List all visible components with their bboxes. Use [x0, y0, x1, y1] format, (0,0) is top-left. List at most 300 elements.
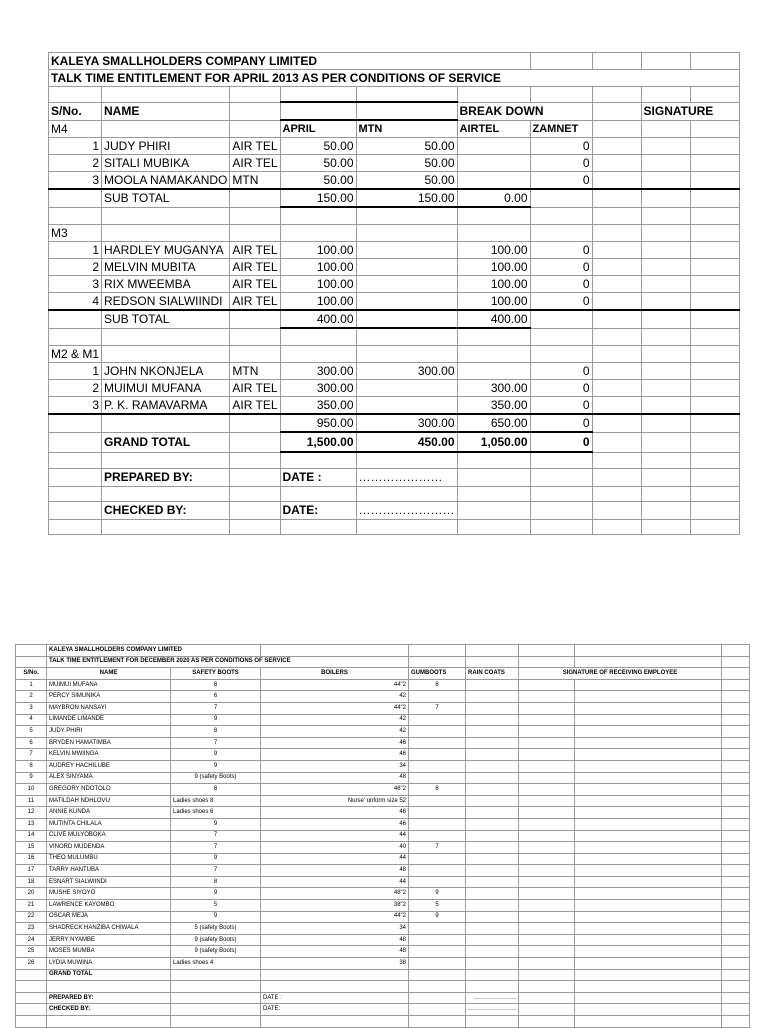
mtn-amount: [356, 276, 457, 293]
empty-cell: [722, 679, 750, 691]
employee-row: [16, 691, 750, 703]
empty-cell: [641, 363, 690, 380]
empty-cell: [592, 468, 641, 486]
empty-cell: [519, 992, 575, 1004]
row-number: 2: [49, 155, 102, 172]
mtn-amount: [356, 397, 457, 415]
empty-cell: [690, 120, 739, 138]
empty-cell: [466, 737, 519, 749]
gumboots-size: [409, 714, 466, 726]
boiler-size: 46: [261, 807, 409, 819]
employee-row: [16, 679, 750, 691]
gumboots-size: 8: [409, 784, 466, 796]
empty-cell: [690, 328, 739, 346]
empty-cell: [519, 1016, 575, 1028]
empty-cell: [356, 225, 457, 242]
empty-cell: [280, 225, 356, 242]
airtel-amount: [457, 155, 530, 172]
empty-cell: [519, 679, 575, 691]
empty-cell: [690, 207, 739, 225]
empty-cell: [466, 645, 519, 657]
boiler-size: 44: [261, 853, 409, 865]
airtel-amount: [457, 138, 530, 155]
empty-cell: [690, 501, 739, 519]
empty-cell: [690, 519, 739, 534]
april-header: APRIL: [280, 120, 356, 138]
empty-cell: [261, 981, 409, 993]
empty-cell: [230, 519, 280, 534]
empty-cell: [280, 346, 356, 363]
prepared-row: [49, 468, 740, 486]
employee-name: JUDY PHIRI: [102, 138, 230, 155]
spacer-row: [49, 207, 740, 225]
raincoats-header: RAIN COATS: [466, 668, 519, 680]
empty-cell: [230, 120, 280, 138]
zamnet-amount: 0: [530, 242, 592, 259]
empty-cell: [575, 830, 722, 842]
empty-cell: [49, 207, 102, 225]
empty-cell: [722, 760, 750, 772]
empty-cell: [575, 923, 722, 935]
employee-row: [16, 737, 750, 749]
empty-cell: [102, 486, 230, 501]
empty-cell: [49, 414, 102, 432]
empty-cell: [457, 468, 530, 486]
empty-cell: [519, 784, 575, 796]
empty-cell: [466, 842, 519, 854]
empty-cell: [102, 120, 230, 138]
empty-cell: [519, 726, 575, 738]
boiler-size: 42: [261, 714, 409, 726]
name-header: NAME: [102, 102, 230, 120]
boots-header: SAFETY BOOTS: [171, 668, 261, 680]
employee-row: [16, 749, 750, 761]
gumboots-size: [409, 691, 466, 703]
employee-name: OSCAR MEJA: [47, 911, 171, 923]
subtotal-april: 150.00: [280, 189, 356, 207]
gumboots-size: [409, 772, 466, 784]
row-number: 20: [16, 888, 47, 900]
spacer-row: [16, 1016, 750, 1028]
employee-row: [16, 923, 750, 935]
gumboots-size: [409, 830, 466, 842]
date-placeholder: ……………………: [356, 501, 457, 519]
empty-cell: [16, 1004, 47, 1016]
subtotal-zamnet: 0: [530, 414, 592, 432]
zamnet-amount: 0: [530, 293, 592, 311]
empty-cell: [409, 981, 466, 993]
april-amount: 350.00: [280, 397, 356, 415]
employee-name: LYDIA MUWINA: [47, 958, 171, 970]
group-label: M4: [49, 120, 102, 138]
empty-cell: [280, 207, 356, 225]
empty-cell: [592, 276, 641, 293]
subtotal-airtel: 650.00: [457, 414, 530, 432]
empty-cell: [722, 668, 750, 680]
boiler-size: 38"2: [261, 900, 409, 912]
empty-cell: [690, 363, 739, 380]
empty-cell: [466, 702, 519, 714]
empty-cell: [49, 452, 102, 468]
employee-name: PERCY SIMUNIKA: [47, 691, 171, 703]
boiler-size: 42: [261, 726, 409, 738]
row-number: 22: [16, 911, 47, 923]
empty-cell: [457, 328, 530, 346]
empty-cell: [16, 969, 47, 981]
employee-row: [49, 155, 740, 172]
airtel-amount: 100.00: [457, 259, 530, 276]
checked-row: [49, 501, 740, 519]
company-name: KALEYA SMALLHOLDERS COMPANY LIMITED: [49, 53, 531, 70]
company-row: [16, 645, 750, 657]
empty-cell: [690, 432, 739, 452]
empty-cell: [722, 911, 750, 923]
empty-cell: [592, 432, 641, 452]
name-header: NAME: [47, 668, 171, 680]
zamnet-amount: 0: [530, 259, 592, 276]
safety-boots-size: 9: [171, 853, 261, 865]
employee-name: MUSHE SIYOYO: [47, 888, 171, 900]
april-talk-time-sheet: [48, 52, 740, 535]
sno-header: S/No.: [16, 668, 47, 680]
empty-cell: [457, 519, 530, 534]
empty-cell: [409, 992, 466, 1004]
row-number: 6: [16, 737, 47, 749]
empty-cell: [690, 414, 739, 432]
empty-cell: [690, 397, 739, 415]
empty-cell: [575, 784, 722, 796]
date-label: DATE :: [261, 992, 409, 1004]
empty-cell: [519, 656, 575, 668]
employee-name: MUIMUI MUFANA: [102, 380, 230, 397]
safety-boots-size: Ladies shoes 6: [171, 807, 261, 819]
empty-cell: [641, 155, 690, 172]
empty-cell: [641, 486, 690, 501]
empty-cell: [49, 519, 102, 534]
subtotal-april: 950.00: [280, 414, 356, 432]
prepared-by-label: PREPARED BY:: [102, 468, 230, 486]
employee-name: MOSES MUMBA: [47, 946, 171, 958]
boiler-size: 44"2: [261, 702, 409, 714]
gumboots-size: [409, 818, 466, 830]
subtotal-label: [102, 414, 230, 432]
april-amount: 300.00: [280, 363, 356, 380]
empty-cell: [641, 53, 690, 70]
empty-cell: [722, 923, 750, 935]
spacer-row: [49, 452, 740, 468]
gumboots-size: 9: [409, 911, 466, 923]
empty-cell: [519, 737, 575, 749]
employee-row: [49, 397, 740, 415]
airtel-amount: 100.00: [457, 242, 530, 259]
empty-cell: [641, 293, 690, 311]
mtn-amount: 50.00: [356, 155, 457, 172]
empty-cell: [722, 691, 750, 703]
empty-cell: [641, 328, 690, 346]
empty-cell: [466, 818, 519, 830]
empty-cell: [722, 807, 750, 819]
row-number: 25: [16, 946, 47, 958]
boiler-size: 42: [261, 691, 409, 703]
airtel-amount: 350.00: [457, 397, 530, 415]
empty-cell: [722, 737, 750, 749]
safety-boots-size: 7: [171, 865, 261, 877]
april-amount: 50.00: [280, 155, 356, 172]
empty-cell: [230, 87, 280, 103]
empty-cell: [409, 656, 466, 668]
gumboots-size: [409, 726, 466, 738]
empty-cell: [575, 714, 722, 726]
subtotal-mtn: 300.00: [356, 414, 457, 432]
row-number: 3: [49, 172, 102, 190]
employee-row: [16, 842, 750, 854]
empty-cell: [722, 842, 750, 854]
empty-cell: [575, 760, 722, 772]
april-amount: 100.00: [280, 293, 356, 311]
gumboots-size: 5: [409, 900, 466, 912]
boiler-size: 44: [261, 876, 409, 888]
gumboots-size: [409, 958, 466, 970]
date-label: DATE:: [261, 1004, 409, 1016]
boiler-size: 44: [261, 830, 409, 842]
empty-cell: [690, 172, 739, 190]
employee-name: MUIMUI MUFANA: [47, 679, 171, 691]
empty-cell: [722, 969, 750, 981]
airtel-amount: 100.00: [457, 276, 530, 293]
empty-cell: [722, 865, 750, 877]
empty-cell: [466, 934, 519, 946]
empty-cell: [690, 242, 739, 259]
empty-cell: [592, 207, 641, 225]
empty-cell: [171, 1016, 261, 1028]
empty-cell: [575, 992, 722, 1004]
empty-cell: [16, 656, 47, 668]
empty-cell: [575, 807, 722, 819]
empty-cell: [690, 468, 739, 486]
empty-cell: [530, 501, 592, 519]
empty-cell: [16, 1016, 47, 1028]
employee-name: LIMANDE LIMANDE: [47, 714, 171, 726]
empty-cell: [575, 888, 722, 900]
empty-cell: [457, 225, 530, 242]
prepared-by-label: PREPARED BY:: [47, 992, 171, 1004]
employee-row: [16, 714, 750, 726]
empty-cell: [592, 519, 641, 534]
empty-cell: [592, 189, 641, 207]
boiler-size: 38: [261, 958, 409, 970]
empty-cell: [457, 207, 530, 225]
empty-cell: [690, 87, 739, 103]
empty-cell: [722, 784, 750, 796]
spacer-row: [49, 328, 740, 346]
gumboots-size: 8: [409, 679, 466, 691]
empty-cell: [722, 900, 750, 912]
empty-cell: [230, 432, 280, 452]
empty-cell: [722, 853, 750, 865]
company-row: [49, 53, 740, 70]
empty-cell: [466, 911, 519, 923]
empty-cell: [261, 969, 409, 981]
grand-total-april: 1,500.00: [280, 432, 356, 452]
employee-name: P. K. RAMAVARMA: [102, 397, 230, 415]
gumboots-size: [409, 749, 466, 761]
empty-cell: [519, 842, 575, 854]
employee-row: [16, 900, 750, 912]
safety-boots-size: 8: [171, 876, 261, 888]
empty-cell: [261, 645, 409, 657]
empty-cell: [466, 958, 519, 970]
empty-cell: [690, 225, 739, 242]
mtn-amount: [356, 293, 457, 311]
empty-cell: [592, 102, 641, 120]
title-row: [16, 656, 750, 668]
empty-cell: [690, 189, 739, 207]
network: AIR TEL: [230, 259, 280, 276]
grand-total-airtel: 1,050.00: [457, 432, 530, 452]
empty-cell: [722, 702, 750, 714]
zamnet-amount: 0: [530, 155, 592, 172]
gumboots-size: 9: [409, 888, 466, 900]
empty-cell: [641, 519, 690, 534]
row-number: 16: [16, 853, 47, 865]
empty-cell: [690, 346, 739, 363]
subtotal-zamnet: [530, 310, 592, 328]
date-placeholder: ……………………: [466, 1004, 519, 1016]
empty-cell: [519, 714, 575, 726]
safety-boots-size: 9 (safety Boots): [171, 772, 261, 784]
empty-cell: [575, 772, 722, 784]
prepared-row: [16, 992, 750, 1004]
subtotal-airtel: 0.00: [457, 189, 530, 207]
empty-cell: [575, 645, 722, 657]
row-number: 5: [16, 726, 47, 738]
sheet-title: TALK TIME ENTITLEMENT FOR DECEMBER 2020 AS PER CONDITIONS OF SERVICE: [47, 656, 409, 668]
empty-cell: [102, 87, 230, 103]
empty-cell: [102, 346, 230, 363]
gumboots-size: [409, 876, 466, 888]
grand-total-mtn: 450.00: [356, 432, 457, 452]
empty-cell: [466, 784, 519, 796]
empty-cell: [230, 310, 280, 328]
date-label: DATE :: [280, 468, 356, 486]
employee-name: ANNIE KUNDA: [47, 807, 171, 819]
row-number: 1: [16, 679, 47, 691]
empty-cell: [519, 969, 575, 981]
empty-cell: [575, 749, 722, 761]
employee-row: [49, 172, 740, 190]
row-number: 2: [49, 380, 102, 397]
empty-cell: [575, 911, 722, 923]
subtotal-row: [49, 310, 740, 328]
empty-cell: [280, 102, 356, 120]
empty-cell: [530, 87, 592, 103]
empty-cell: [592, 486, 641, 501]
empty-cell: [722, 749, 750, 761]
empty-cell: [530, 207, 592, 225]
breakdown-header: BREAK DOWN: [457, 102, 592, 120]
airtel-header: AIRTEL: [457, 120, 530, 138]
employee-name: TARRY HANTUBA: [47, 865, 171, 877]
row-number: 12: [16, 807, 47, 819]
zamnet-amount: 0: [530, 397, 592, 415]
boiler-size: 46: [261, 737, 409, 749]
empty-cell: [641, 468, 690, 486]
group-label-row: [49, 225, 740, 242]
boiler-size: 46: [261, 749, 409, 761]
empty-cell: [519, 946, 575, 958]
employee-row: [16, 702, 750, 714]
empty-cell: [466, 900, 519, 912]
subtotal-row: [49, 414, 740, 432]
row-number: 3: [49, 397, 102, 415]
row-number: 26: [16, 958, 47, 970]
december-ppe-sheet: [15, 644, 750, 1028]
signature-header: SIGNATURE: [641, 102, 739, 120]
empty-cell: [592, 452, 641, 468]
empty-cell: [466, 876, 519, 888]
signature-header: SIGNATURE OF RECEIVING EMPLOYEE: [519, 668, 722, 680]
empty-cell: [722, 981, 750, 993]
safety-boots-size: 8: [171, 784, 261, 796]
employee-row: [49, 380, 740, 397]
empty-cell: [575, 726, 722, 738]
empty-cell: [575, 691, 722, 703]
employee-name: SITALI MUBIKA: [102, 155, 230, 172]
empty-cell: [690, 452, 739, 468]
empty-cell: [466, 865, 519, 877]
row-number: 1: [49, 138, 102, 155]
safety-boots-size: 9: [171, 888, 261, 900]
airtel-amount: [457, 172, 530, 190]
empty-cell: [592, 363, 641, 380]
empty-cell: [641, 189, 690, 207]
row-number: 3: [16, 702, 47, 714]
employee-name: ALEX SINYAMA: [47, 772, 171, 784]
employee-name: MUTINTA CHILALA: [47, 818, 171, 830]
empty-cell: [230, 414, 280, 432]
zamnet-amount: 0: [530, 172, 592, 190]
empty-cell: [230, 102, 280, 120]
empty-cell: [575, 1004, 722, 1016]
empty-cell: [519, 772, 575, 784]
empty-cell: [575, 865, 722, 877]
empty-cell: [356, 452, 457, 468]
subtotal-mtn: 150.00: [356, 189, 457, 207]
empty-cell: [171, 1004, 261, 1016]
employee-name: RIX MWEEMBA: [102, 276, 230, 293]
zamnet-amount: 0: [530, 380, 592, 397]
empty-cell: [690, 293, 739, 311]
empty-cell: [690, 486, 739, 501]
safety-boots-size: 5: [171, 900, 261, 912]
empty-cell: [171, 969, 261, 981]
empty-cell: [280, 452, 356, 468]
safety-boots-size: 9: [171, 714, 261, 726]
empty-cell: [230, 189, 280, 207]
airtel-amount: 100.00: [457, 293, 530, 311]
empty-cell: [592, 259, 641, 276]
empty-cell: [466, 714, 519, 726]
empty-cell: [280, 519, 356, 534]
header-row: [16, 668, 750, 680]
employee-name: THEO MULUMBU: [47, 853, 171, 865]
empty-cell: [641, 452, 690, 468]
empty-cell: [47, 981, 171, 993]
row-number: 3: [49, 276, 102, 293]
empty-cell: [575, 853, 722, 865]
network: AIR TEL: [230, 293, 280, 311]
empty-cell: [49, 328, 102, 346]
